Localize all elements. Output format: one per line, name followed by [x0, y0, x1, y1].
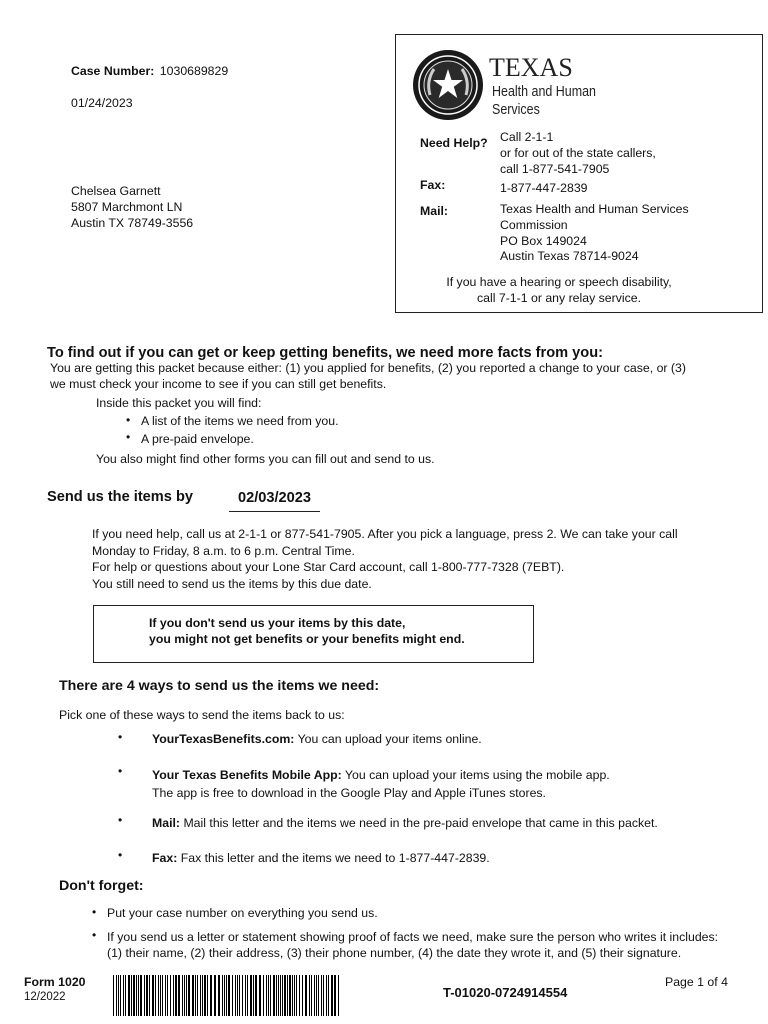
warning-line: If you don't send us your items by this date,	[149, 616, 406, 630]
bullet-icon: •	[118, 764, 123, 778]
option-text: You can upload your items online.	[297, 732, 482, 746]
recipient-address	[71, 183, 193, 232]
reminder-line: If you send us a letter or statement showing proof of facts we need, make sure the person who writes it includes:	[107, 930, 719, 944]
bullet-icon: •	[118, 813, 123, 827]
help-line: or for out of the state callers,	[500, 146, 656, 160]
bullet-icon: •	[126, 413, 131, 427]
option-mail	[152, 816, 658, 830]
intro-line: we must check your income to see if you can still get benefits.	[50, 376, 387, 391]
logo-line-3: Services	[492, 102, 540, 118]
need-help-label: Need Help?	[420, 136, 488, 150]
disability-note	[396, 274, 722, 306]
letter-date: 01/24/2023	[71, 96, 133, 110]
due-date: 02/03/2023	[229, 490, 320, 512]
option-text: You can upload your items using the mobile app.	[344, 768, 610, 782]
form-date: 12/2022	[24, 991, 66, 1003]
warning-box	[93, 605, 534, 663]
recipient-name: Chelsea Garnett	[71, 184, 161, 198]
tracking-number: T-01020-0724914554	[443, 985, 568, 1000]
recipient-street: 5807 Marchmont LN	[71, 200, 183, 214]
option-mobile-app	[152, 766, 610, 802]
option-fax	[152, 851, 490, 865]
due-help-line: Monday to Friday, 8 a.m. to 6 p.m. Central Time.	[92, 543, 355, 558]
mail-line: Austin Texas 78714-9024	[500, 249, 639, 264]
case-number	[71, 64, 228, 78]
mail-label: Mail:	[420, 204, 449, 218]
option-text: Fax this letter and the items we need to 1-877-447-2839.	[180, 851, 490, 865]
ways-heading: There are 4 ways to send us the items we need:	[59, 678, 380, 694]
due-help-line: If you need help, call us at 2-1-1 or 877-541-7905. After you pick a language, press 2. We can take your call	[92, 527, 678, 541]
contact-box	[395, 34, 763, 313]
due-help-line: For help or questions about your Lone Star Card account, call 1-800-777-7328 (7EBT).	[92, 560, 565, 575]
case-number-value: 1030689829	[159, 64, 229, 78]
mail-line: Texas Health and Human Services	[500, 202, 689, 216]
logo-line-2: Health and Human	[492, 84, 596, 100]
form-number: Form 1020	[24, 975, 86, 989]
bullet-icon: •	[118, 730, 123, 744]
barcode-image	[113, 975, 341, 1016]
intro-paragraph	[50, 361, 686, 392]
option-label: YourTexasBenefits.com:	[152, 732, 295, 746]
bullet-icon: •	[118, 848, 123, 862]
option-label: Fax:	[152, 851, 178, 865]
packet-item: A pre-paid envelope.	[141, 432, 254, 446]
inside-label: Inside this packet you will find:	[96, 396, 262, 410]
due-help	[92, 526, 678, 593]
fax-label: Fax:	[420, 178, 446, 192]
disability-line: If you have a hearing or speech disability,	[446, 275, 672, 289]
logo-texas: TEXAS	[489, 53, 573, 82]
logo-subtitle	[492, 83, 596, 119]
help-line: call 1-877-541-7905	[500, 162, 610, 176]
page-indicator: Page 1 of 4	[665, 975, 728, 989]
mail-line: PO Box 149024	[500, 233, 587, 248]
recipient-city: Austin TX 78749-3556	[71, 216, 194, 230]
help-line: Call 2-1-1	[500, 130, 554, 144]
warning-text	[149, 616, 465, 647]
other-forms-note: You also might find other forms you can fill out and send to us.	[96, 452, 435, 466]
reminder-line: (1) their name, (2) their address, (3) their phone number, (4) the date they wrote it, and (5) their signature.	[107, 945, 682, 960]
reminder-item	[107, 930, 718, 961]
packet-item: A list of the items we need from you.	[141, 414, 339, 428]
warning-line: you might not get benefits or your benefits might end.	[149, 631, 465, 646]
mail-address	[500, 202, 689, 265]
option-text: Mail this letter and the items we need in the pre-paid envelope that came in this packet.	[183, 816, 658, 830]
option-label: Your Texas Benefits Mobile App:	[152, 768, 342, 782]
disability-line: call 7-1-1 or any relay service.	[476, 291, 642, 305]
option-website	[152, 732, 482, 746]
reminders-heading: Don't forget:	[59, 878, 144, 894]
bullet-icon: •	[92, 905, 97, 919]
due-help-line: You still need to send us the items by this due date.	[92, 577, 372, 592]
mail-line: Commission	[500, 217, 568, 232]
intro-line: You are getting this packet because either: (1) you applied for benefits, (2) you reported a change to your case, or (3)	[50, 361, 686, 375]
texas-seal-icon	[412, 49, 484, 121]
intro-heading: To find out if you can get or keep getting benefits, we need more facts from you:	[47, 345, 603, 361]
option-label: Mail:	[152, 816, 181, 830]
reminder-item: Put your case number on everything you send us.	[107, 906, 378, 920]
help-info	[500, 129, 656, 177]
ways-intro: Pick one of these ways to send the items back to us:	[59, 708, 345, 722]
due-label: Send us the items by	[47, 489, 193, 505]
fax-number: 1-877-447-2839	[500, 181, 588, 195]
bullet-icon: •	[126, 430, 131, 444]
option-text-2: The app is free to download in the Google Play and Apple iTunes stores.	[152, 786, 546, 800]
case-number-label: Case Number:	[71, 64, 155, 78]
bullet-icon: •	[92, 928, 97, 942]
